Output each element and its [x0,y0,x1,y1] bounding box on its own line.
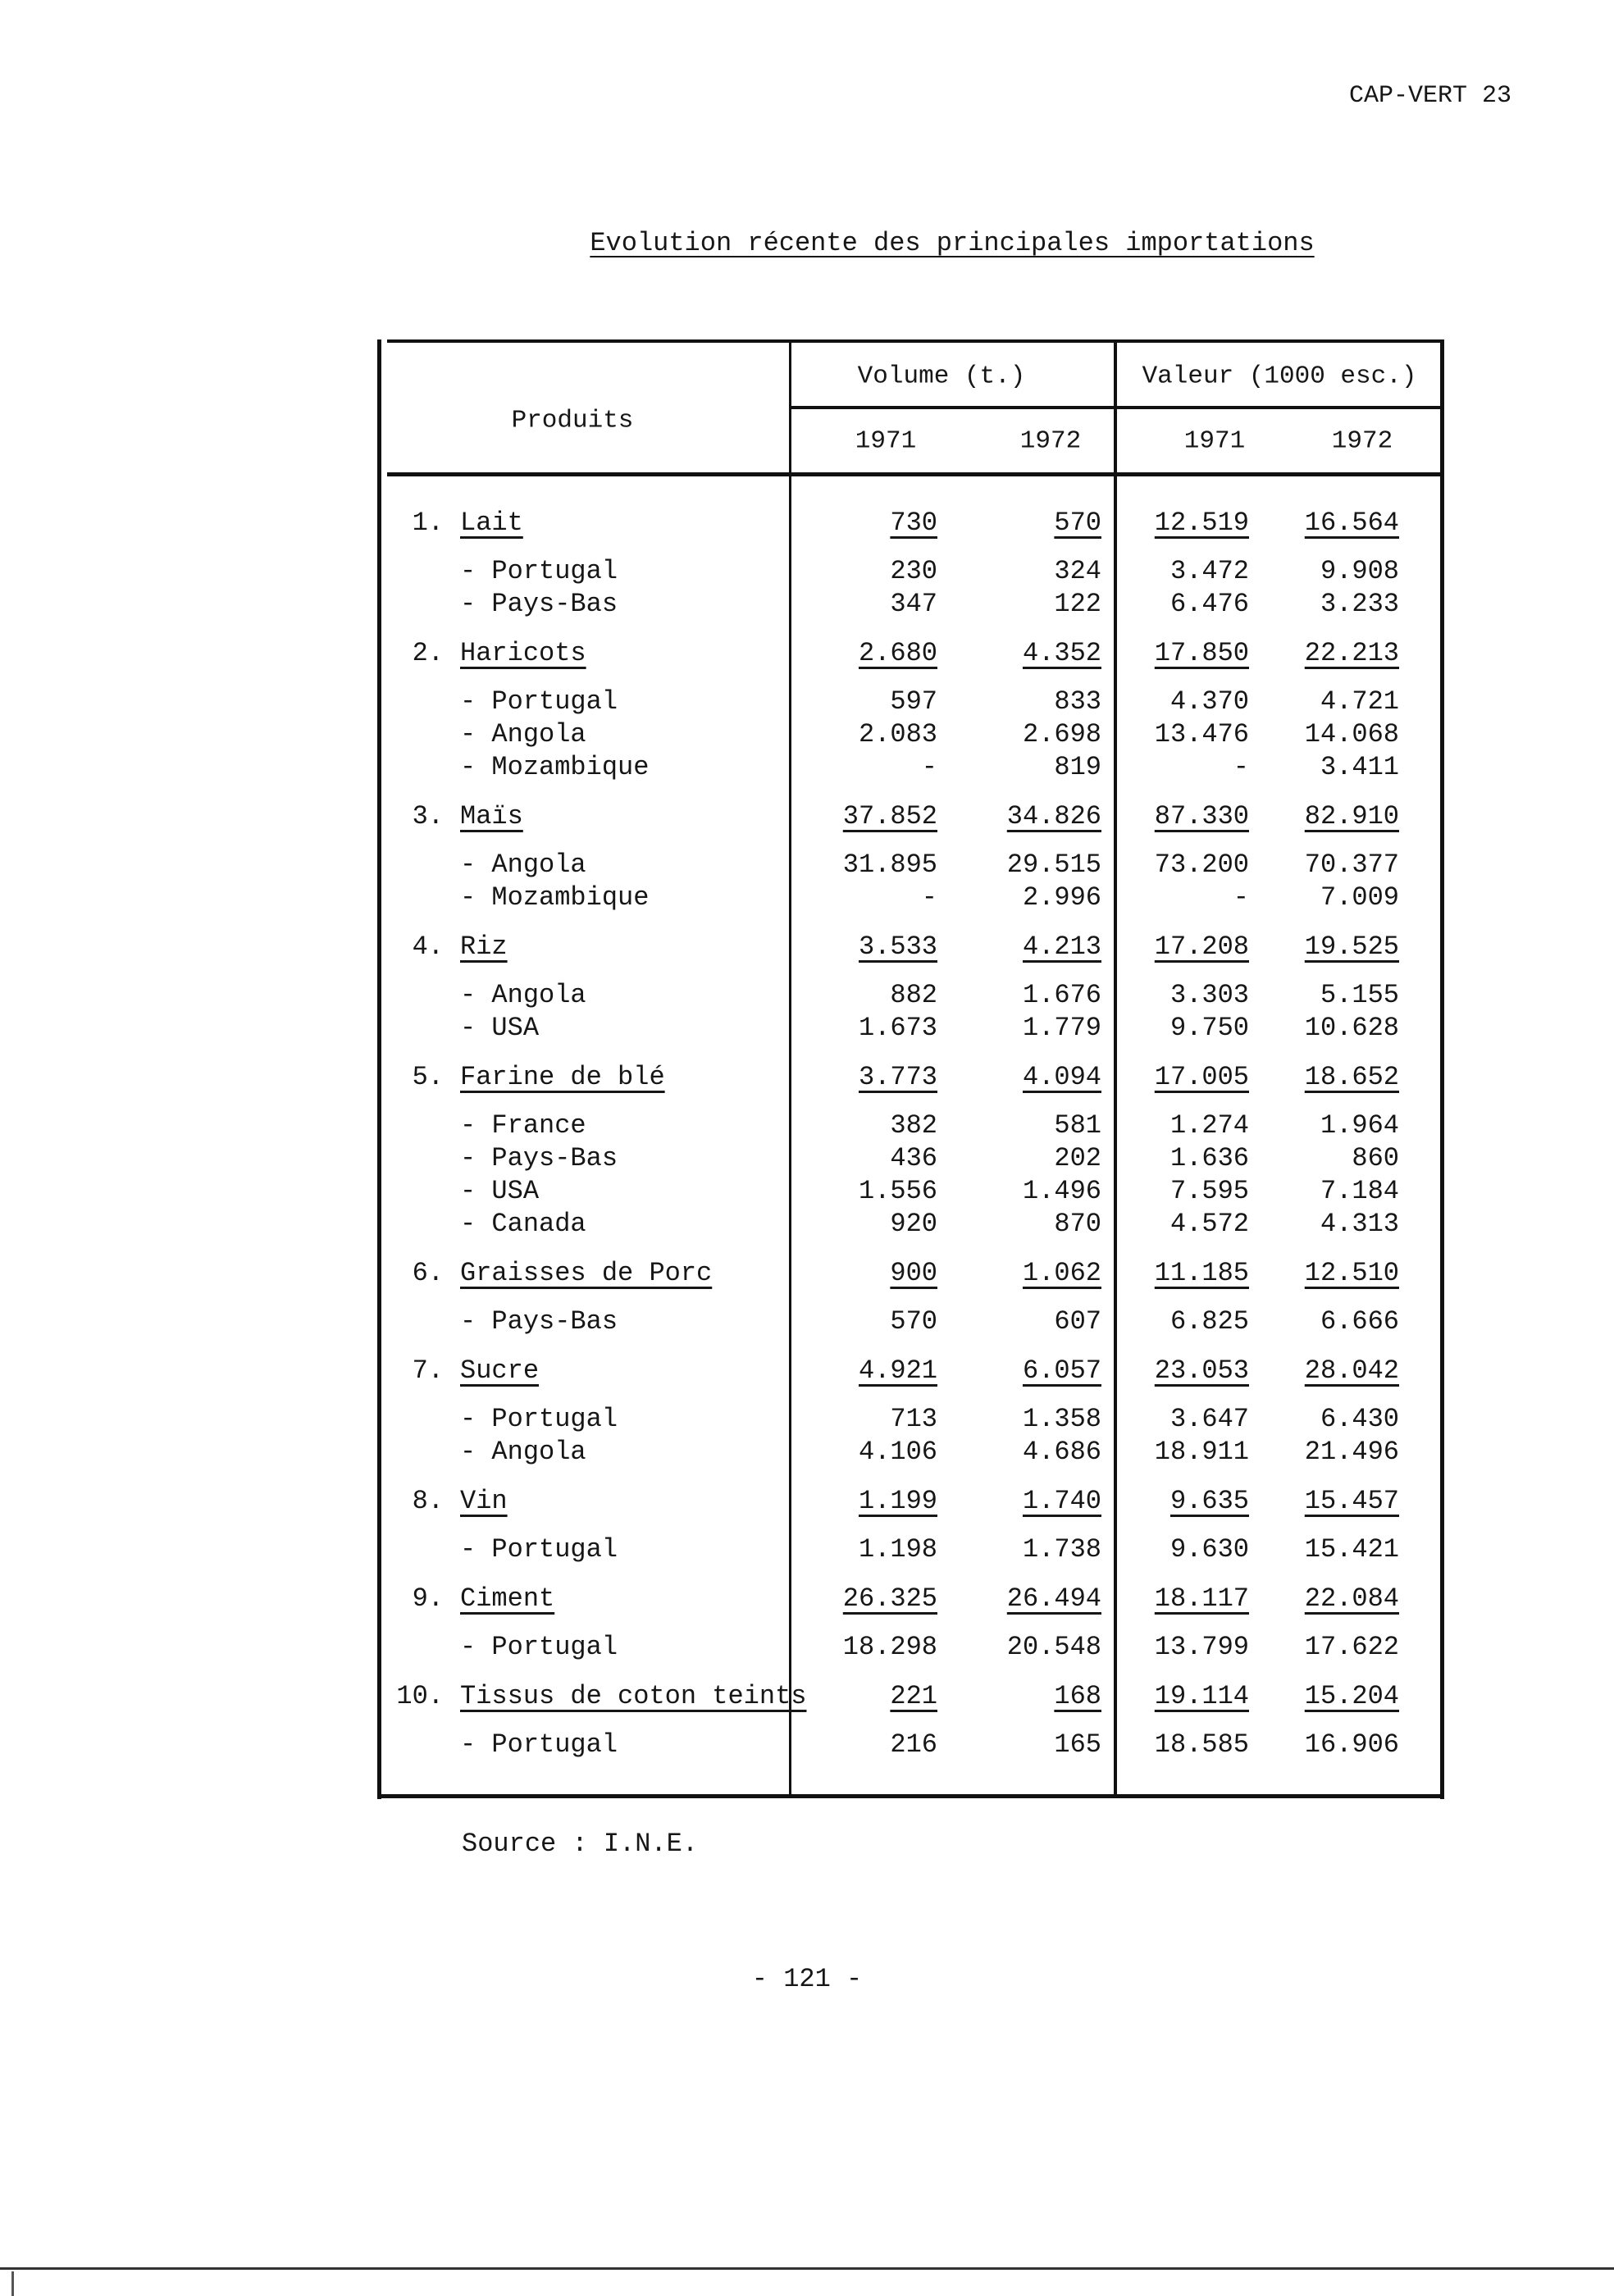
origin-name: - Angola [460,719,586,749]
volume-1972: 202 [1054,1143,1101,1173]
product-number: 9. [412,1583,444,1614]
origin-name: - Mozambique [460,752,650,782]
value-1972: 1.964 [1320,1110,1399,1141]
value-1972: 12.510 [1304,1258,1399,1288]
product-name: Haricots [460,638,586,668]
volume-1971: 920 [890,1209,937,1239]
value-1972: 14.068 [1304,719,1399,749]
volume-1972: 34.826 [1006,801,1101,831]
table-border-bottom [377,1794,1444,1798]
origin-row [0,686,1614,718]
volume-1971: 2.083 [858,719,937,749]
value-1972: 7.009 [1320,882,1399,913]
header-group-rule [791,406,1444,409]
product-name: Ciment [460,1583,555,1614]
volume-1971: 26.325 [842,1583,937,1614]
volume-1971: 2.680 [858,638,937,668]
volume-1971: 597 [890,686,937,717]
value-1972: 4.721 [1320,686,1399,717]
header-products: Produits [511,406,634,435]
origin-name: - Portugal [460,1534,618,1565]
product-name: Tissus de coton teints [460,1681,807,1711]
value-1971: 9.630 [1169,1534,1249,1565]
value-1972: 15.204 [1304,1681,1399,1711]
origin-name: - USA [460,1176,540,1206]
volume-1972: 581 [1054,1110,1101,1141]
value-1971: 18.117 [1154,1583,1249,1614]
value-1971: - [1233,752,1249,782]
value-1971: 3.647 [1169,1404,1249,1434]
origin-name: - Canada [460,1209,586,1239]
volume-1972: 165 [1054,1729,1101,1760]
origin-row [0,555,1614,588]
origin-row [0,882,1614,914]
value-1971: 13.799 [1154,1632,1249,1662]
origin-name: - Pays-Bas [460,1306,618,1337]
product-name: Vin [460,1486,508,1516]
product-row [0,507,1614,540]
volume-1971: 1.198 [858,1534,937,1565]
volume-1972: 4.213 [1022,932,1101,962]
volume-1971: 730 [890,508,937,538]
volume-1972: 1.740 [1022,1486,1101,1516]
value-1972: 19.525 [1304,932,1399,962]
page-header: CAP-VERT 23 [1348,82,1511,110]
product-name: Maïs [460,801,523,831]
origin-name: - Pays-Bas [460,1143,618,1173]
value-1971: 18.911 [1154,1437,1249,1467]
value-1972: 6.666 [1320,1306,1399,1337]
product-row [0,1257,1614,1290]
origin-row [0,1631,1614,1664]
value-1971: 73.200 [1154,850,1249,880]
value-1971: 18.585 [1154,1729,1249,1760]
header-value-1972: 1972 [1331,426,1393,456]
origin-row [0,1109,1614,1142]
value-1972: 3.233 [1320,589,1399,619]
value-1972: 4.313 [1320,1209,1399,1239]
volume-1972: 29.515 [1006,850,1101,880]
product-number: 8. [412,1486,444,1516]
product-number: 1. [412,508,444,538]
value-1971: 4.572 [1169,1209,1249,1239]
product-row [0,1485,1614,1518]
origin-name: - France [460,1110,586,1141]
product-name: Sucre [460,1355,540,1386]
product-row [0,1680,1614,1713]
value-1971: 3.303 [1169,980,1249,1010]
value-1972: 16.564 [1304,508,1399,538]
volume-1972: 1.358 [1022,1404,1101,1434]
volume-1971: 31.895 [842,850,937,880]
value-1971: 17.850 [1154,638,1249,668]
value-1971: 9.750 [1169,1013,1249,1043]
product-number: 4. [412,932,444,962]
bottom-rule [0,2267,1614,2270]
value-1971: 4.370 [1169,686,1249,717]
origin-name: - Portugal [460,556,618,586]
origin-row [0,588,1614,621]
origin-name: - Mozambique [460,882,650,913]
origin-row [0,1729,1614,1761]
header-value-1971: 1971 [1183,426,1246,456]
volume-1972: 1.779 [1022,1013,1101,1043]
product-number: 2. [412,638,444,668]
value-1972: 17.622 [1304,1632,1399,1662]
value-1972: 15.457 [1304,1486,1399,1516]
origin-row [0,1403,1614,1436]
volume-1971: - [921,882,937,913]
value-1971: 17.208 [1154,932,1249,962]
origin-row [0,1436,1614,1469]
document-title: Evolution récente des principales importations [590,228,1315,258]
product-row [0,1061,1614,1094]
volume-1971: 221 [890,1681,937,1711]
volume-1971: 4.106 [858,1437,937,1467]
value-1971: 23.053 [1154,1355,1249,1386]
volume-1971: 900 [890,1258,937,1288]
volume-1971: 436 [890,1143,937,1173]
page-number: - 121 - [751,1964,863,1994]
value-1971: 6.476 [1169,589,1249,619]
volume-1972: 4.352 [1022,638,1101,668]
volume-1972: 4.094 [1022,1062,1101,1092]
volume-1972: 1.676 [1022,980,1101,1010]
volume-1972: 819 [1054,752,1101,782]
header-bottom-rule [387,472,1444,476]
origin-name: - Angola [460,980,586,1010]
volume-1971: 570 [890,1306,937,1337]
product-row [0,931,1614,963]
product-name: Riz [460,932,508,962]
value-1971: 17.005 [1154,1062,1249,1092]
origin-row [0,718,1614,751]
value-1971: 9.635 [1169,1486,1249,1516]
volume-1971: 1.199 [858,1486,937,1516]
value-1972: 70.377 [1304,850,1399,880]
volume-1972: 2.698 [1022,719,1101,749]
volume-1971: 3.773 [858,1062,937,1092]
volume-1972: 122 [1054,589,1101,619]
volume-1971: 37.852 [842,801,937,831]
volume-1972: 1.496 [1022,1176,1101,1206]
product-number: 6. [412,1258,444,1288]
value-1972: 860 [1352,1143,1399,1173]
origin-row [0,1175,1614,1208]
volume-1972: 607 [1054,1306,1101,1337]
value-1972: 7.184 [1320,1176,1399,1206]
origin-row [0,1142,1614,1175]
volume-1972: 870 [1054,1209,1101,1239]
volume-1971: 1.673 [858,1013,937,1043]
volume-1972: 26.494 [1006,1583,1101,1614]
value-1972: 6.430 [1320,1404,1399,1434]
volume-1971: 4.921 [858,1355,937,1386]
origin-row [0,849,1614,882]
volume-1972: 20.548 [1006,1632,1101,1662]
product-name: Graisses de Porc [460,1258,713,1288]
value-1971: 87.330 [1154,801,1249,831]
volume-1971: 3.533 [858,932,937,962]
value-1971: 1.274 [1169,1110,1249,1141]
product-name: Lait [460,508,523,538]
product-row [0,637,1614,670]
value-1971: 3.472 [1169,556,1249,586]
volume-1972: 570 [1054,508,1101,538]
header-volume-1971: 1971 [855,426,917,456]
volume-1971: 216 [890,1729,937,1760]
product-number: 10. [396,1681,444,1711]
value-1972: 28.042 [1304,1355,1399,1386]
volume-1972: 1.738 [1022,1534,1101,1565]
value-1971: 7.595 [1169,1176,1249,1206]
value-1972: 16.906 [1304,1729,1399,1760]
product-name: Farine de blé [460,1062,665,1092]
volume-1972: 4.686 [1022,1437,1101,1467]
origin-row [0,1012,1614,1045]
value-1971: 6.825 [1169,1306,1249,1337]
origin-name: - Angola [460,850,586,880]
origin-row [0,1208,1614,1241]
value-1972: 9.908 [1320,556,1399,586]
value-1972: 10.628 [1304,1013,1399,1043]
value-1971: 11.185 [1154,1258,1249,1288]
volume-1971: 382 [890,1110,937,1141]
volume-1971: 882 [890,980,937,1010]
origin-name: - Portugal [460,686,618,717]
volume-1972: 324 [1054,556,1101,586]
value-1971: 12.519 [1154,508,1249,538]
volume-1971: - [921,752,937,782]
volume-1972: 1.062 [1022,1258,1101,1288]
origin-name: - Portugal [460,1729,618,1760]
scan-edge-mark [11,2271,14,2296]
value-1971: 13.476 [1154,719,1249,749]
origin-name: - Portugal [460,1632,618,1662]
value-1972: 5.155 [1320,980,1399,1010]
volume-1972: 168 [1054,1681,1101,1711]
product-number: 7. [412,1355,444,1386]
value-1972: 22.213 [1304,638,1399,668]
volume-1971: 1.556 [858,1176,937,1206]
header-volume-1972: 1972 [1019,426,1082,456]
product-row [0,800,1614,833]
product-row [0,1355,1614,1387]
volume-1971: 713 [890,1404,937,1434]
value-1972: 15.421 [1304,1534,1399,1565]
origin-name: - Pays-Bas [460,589,618,619]
volume-1971: 230 [890,556,937,586]
origin-row [0,1533,1614,1566]
value-1972: 22.084 [1304,1583,1399,1614]
origin-name: - Portugal [460,1404,618,1434]
volume-1972: 833 [1054,686,1101,717]
origin-name: - Angola [460,1437,586,1467]
volume-1972: 2.996 [1022,882,1101,913]
origin-row [0,979,1614,1012]
header-volume: Volume (t.) [857,362,1026,391]
origin-row [0,751,1614,784]
value-1971: 19.114 [1154,1681,1249,1711]
product-number: 3. [412,801,444,831]
product-number: 5. [412,1062,444,1092]
value-1971: 1.636 [1169,1143,1249,1173]
value-1971: - [1233,882,1249,913]
value-1972: 18.652 [1304,1062,1399,1092]
volume-1971: 347 [890,589,937,619]
volume-1971: 18.298 [842,1632,937,1662]
header-value: Valeur (1000 esc.) [1142,362,1417,391]
origin-name: - USA [460,1013,540,1043]
value-1972: 3.411 [1320,752,1399,782]
product-row [0,1583,1614,1615]
source-note: Source : I.N.E. [462,1829,699,1859]
value-1972: 82.910 [1304,801,1399,831]
volume-1972: 6.057 [1022,1355,1101,1386]
origin-row [0,1305,1614,1338]
table-border-top [387,339,1444,343]
value-1972: 21.496 [1304,1437,1399,1467]
